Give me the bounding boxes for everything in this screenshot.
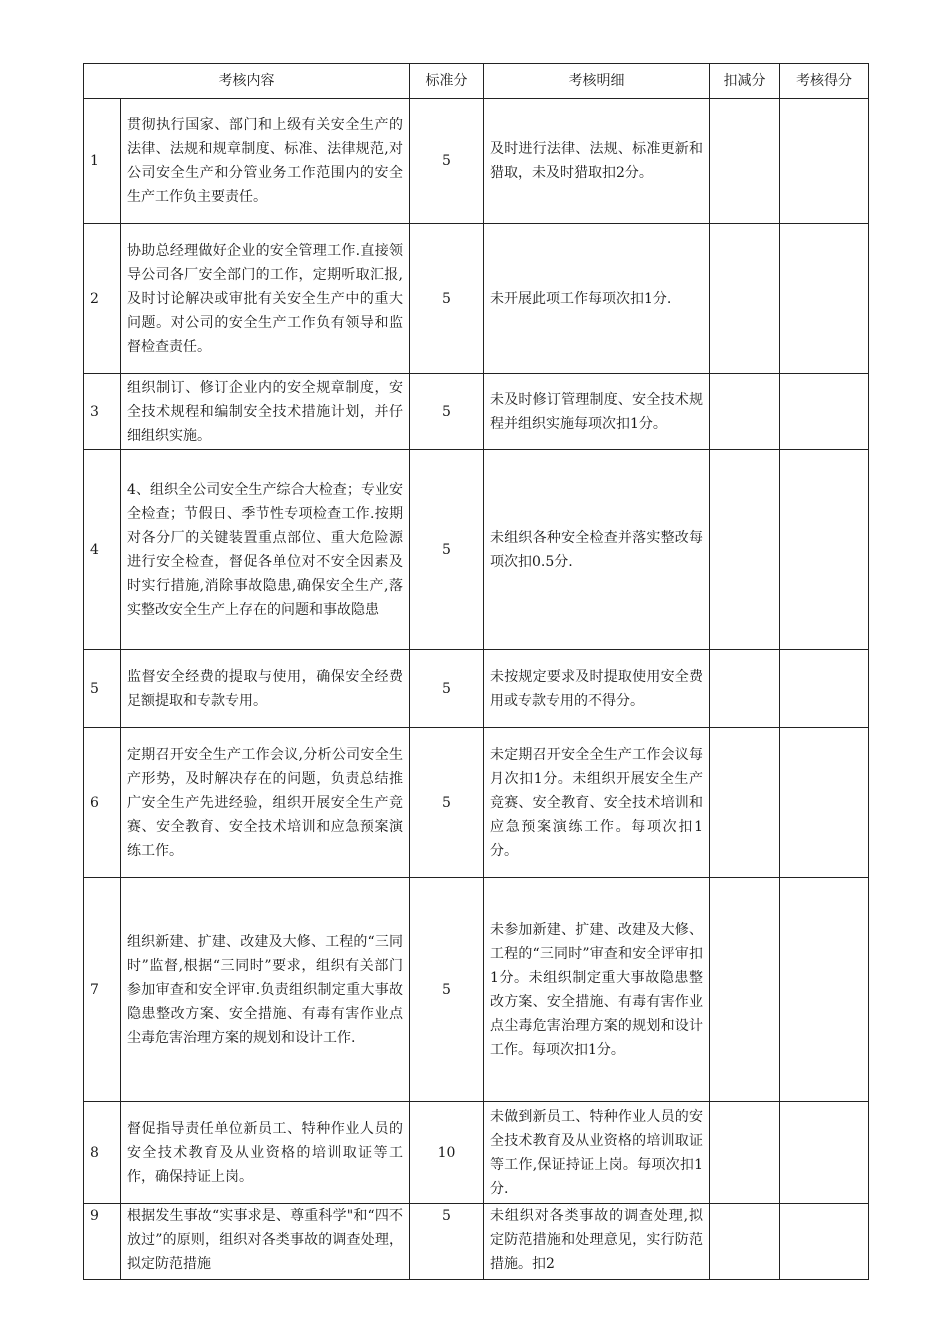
row-number: 3 bbox=[84, 374, 121, 450]
row-deduct[interactable] bbox=[710, 878, 780, 1102]
table-row bbox=[84, 224, 869, 374]
row-number: 6 bbox=[84, 728, 121, 878]
row-standard-score: 5 bbox=[410, 650, 484, 728]
row-detail: 未定期召开安全全生产工作会议每月次扣1分。未组织开展安全生产竞赛、安全教育、安全技术培训和应急预案演练工作。每项次扣1分。 bbox=[484, 728, 710, 878]
row-content: 协助总经理做好企业的安全管理工作.直接领导公司各厂安全部门的工作，定期听取汇报,及时讨论解决或审批有关安全生产中的重大问题。对公司的安全生产工作负有领导和监督检查责任。 bbox=[121, 224, 410, 374]
row-detail: 未参加新建、扩建、改建及大修、工程的“三同时”审查和安全评审扣1分。未组织制定重大事故隐患整改方案、安全措施、有毒有害作业点尘毒危害治理方案的规划和设计工作。每项次扣1分。 bbox=[484, 878, 710, 1102]
header-detail: 考核明细 bbox=[484, 64, 710, 99]
row-deduct[interactable] bbox=[710, 1204, 780, 1280]
row-detail: 未及时修订管理制度、安全技术规程并组织实施每项次扣1分。 bbox=[484, 374, 710, 450]
row-deduct[interactable] bbox=[710, 450, 780, 650]
row-detail: 未开展此项工作每项次扣1分. bbox=[484, 224, 710, 374]
row-score[interactable] bbox=[780, 1204, 869, 1280]
row-detail: 及时进行法律、法规、标准更新和猎取，未及时猎取扣2分。 bbox=[484, 99, 710, 224]
row-deduct[interactable] bbox=[710, 224, 780, 374]
row-standard-score: 5 bbox=[410, 99, 484, 224]
row-content: 督促指导责任单位新员工、特种作业人员的安全技术教育及从业资格的培训取证等工作，确保持证上岗。 bbox=[121, 1102, 410, 1204]
row-standard-score: 5 bbox=[410, 878, 484, 1102]
assessment-table bbox=[83, 63, 869, 1280]
row-detail: 未按规定要求及时提取使用安全费用或专款专用的不得分。 bbox=[484, 650, 710, 728]
row-score[interactable] bbox=[780, 374, 869, 450]
row-standard-score: 5 bbox=[410, 224, 484, 374]
header-standard: 标准分 bbox=[410, 64, 484, 99]
row-detail: 未做到新员工、特种作业人员的安全技术教育及从业资格的培训取证等工作,保证持证上岗。每项次扣1分. bbox=[484, 1102, 710, 1204]
row-content: 监督安全经费的提取与使用，确保安全经费足额提取和专款专用。 bbox=[121, 650, 410, 728]
row-score[interactable] bbox=[780, 728, 869, 878]
row-standard-score: 10 bbox=[410, 1102, 484, 1204]
row-detail: 未组织各种安全检查并落实整改每项次扣0.5分. bbox=[484, 450, 710, 650]
table-row bbox=[84, 650, 869, 728]
row-score[interactable] bbox=[780, 450, 869, 650]
row-score[interactable] bbox=[780, 1102, 869, 1204]
header-row bbox=[84, 64, 869, 99]
row-score[interactable] bbox=[780, 99, 869, 224]
row-standard-score: 5 bbox=[410, 728, 484, 878]
row-deduct[interactable] bbox=[710, 1102, 780, 1204]
row-number: 5 bbox=[84, 650, 121, 728]
row-deduct[interactable] bbox=[710, 728, 780, 878]
row-deduct[interactable] bbox=[710, 99, 780, 224]
row-content: 定期召开安全生产工作会议,分析公司安全生产形势，及时解决存在的问题，负责总结推广安全生产先进经验，组织开展安全生产竞赛、安全教育、安全技术培训和应急预案演练工作。 bbox=[121, 728, 410, 878]
table-row bbox=[84, 728, 869, 878]
row-number: 8 bbox=[84, 1102, 121, 1204]
row-score[interactable] bbox=[780, 878, 869, 1102]
row-content: 根据发生事故“实事求是、尊重科学"和“四不放过”的原则，组织对各类事故的调查处理，拟定防范措施 bbox=[121, 1204, 410, 1280]
table-row bbox=[84, 1204, 869, 1280]
row-deduct[interactable] bbox=[710, 650, 780, 728]
row-score[interactable] bbox=[780, 224, 869, 374]
row-detail: 未组织对各类事故的调查处理,拟定防范措施和处理意见，实行防范措施。扣2 bbox=[484, 1204, 710, 1280]
row-number: 1 bbox=[84, 99, 121, 224]
header-score: 考核得分 bbox=[780, 64, 869, 99]
row-score[interactable] bbox=[780, 650, 869, 728]
row-number: 4 bbox=[84, 450, 121, 650]
row-content: 组织新建、扩建、改建及大修、工程的“三同时”监督,根据“三同时”要求，组织有关部门参加审查和安全评审.负责组织制定重大事故隐患整改方案、安全措施、有毒有害作业点尘毒危害治理方案的规划和设计工作. bbox=[121, 878, 410, 1102]
row-number: 9 bbox=[84, 1204, 121, 1280]
row-standard-score: 5 bbox=[410, 374, 484, 450]
header-deduct: 扣减分 bbox=[710, 64, 780, 99]
table-row bbox=[84, 878, 869, 1102]
table-row bbox=[84, 99, 869, 224]
table-row bbox=[84, 450, 869, 650]
row-standard-score: 5 bbox=[410, 1204, 484, 1280]
table-row bbox=[84, 374, 869, 450]
row-number: 7 bbox=[84, 878, 121, 1102]
row-content: 贯彻执行国家、部门和上级有关安全生产的法律、法规和规章制度、标准、法律规范,对公司安全生产和分管业务工作范围内的安全生产工作负主要责任。 bbox=[121, 99, 410, 224]
row-standard-score: 5 bbox=[410, 450, 484, 650]
row-content: 组织制订、修订企业内的安全规章制度，安全技术规程和编制安全技术措施计划，并仔细组织实施。 bbox=[121, 374, 410, 450]
row-deduct[interactable] bbox=[710, 374, 780, 450]
row-number: 2 bbox=[84, 224, 121, 374]
table-row bbox=[84, 1102, 869, 1204]
row-content: 4、组织全公司安全生产综合大检查；专业安全检查；节假日、季节性专项检查工作.按期对各分厂的关键装置重点部位、重大危险源进行安全检查，督促各单位对不安全因素及时实行措施,消除事故隐患,确保安全生产,落实整改安全生产上存在的问题和事故隐患 bbox=[121, 450, 410, 650]
header-content: 考核内容 bbox=[84, 64, 410, 99]
